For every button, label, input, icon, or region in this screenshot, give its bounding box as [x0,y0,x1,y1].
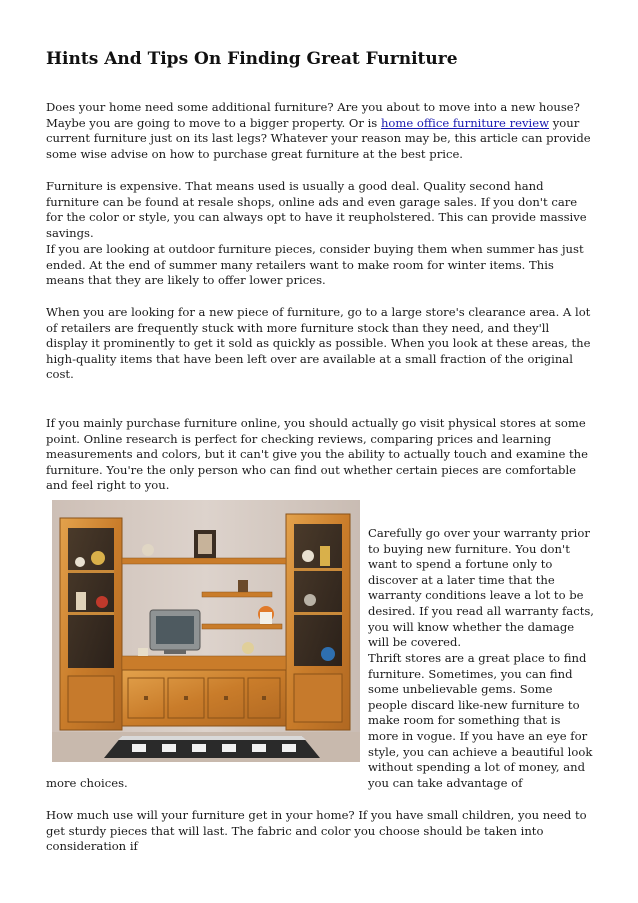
paragraph-warranty: Carefully go over your warranty prior to buying new furniture. You don't want to spend a fortune only to discover at a later time that the warranty conditions leave a lot to be desired. If you read all warranty facts, you will know whether the damage will be covered. [368,526,594,650]
paragraph-furniture-use: How much use will your furniture get in your home? If you have small children, you need to get sturdy pieces that will last. The fabric and color you choose should be taken into consideration if [46,808,587,854]
intro-text-before: Does your home need some additional furniture? Are you about to move into a new house? Maybe you are going to move to a bigger property. Or is [46,100,580,130]
paragraph-used-furniture: Furniture is expensive. That means used is usually a good deal. Quality second hand furniture can be found at resale shops, online ads and even garage sales. If you don't care for the color or style, you can always opt to have it reupholstered. This can provide massive savings. [46,179,587,240]
paragraph-online-shopping: If you mainly purchase furniture online, you should actually go visit physical stores at some point. Online research is perfect for checking reviews, comparing prices and learning measurements and colors, but it can't give you the ability to actually touch and examine the furniture. You're the only person who can find out whether certain pieces are comfortable and feel right to you. [46,416,589,493]
intro-text-after: your current furniture just on its last legs? Whatever your reason may be, this article can provide some wise advise on how to purchase great furniture at the best price. [46,115,591,161]
paragraph-outdoor-furniture: If you are looking at outdoor furniture pieces, consider buying them when summer has just ended. At the end of summer many retailers want to make room for winter items. This means that they are likely to offer lower prices. [46,242,584,288]
paragraph-clearance-area: When you are looking for a new piece of furniture, go to a large store's clearance area. A lot of retailers are frequently stuck with more furniture stock than they need, and they'll display it prominently to get it sold as quickly as possible. When you look at these areas, the high-quality items that have been left over are available at a small fraction of the original cost. [46,305,591,382]
furniture-wall-unit-image [52,500,360,762]
article-title: Hints And Tips On Finding Great Furniture [46,49,458,69]
home-office-furniture-review-link[interactable]: home office furniture review [380,115,550,130]
paragraph-intro [46,100,594,162]
paragraph-thrift-stores-end: more choices. [46,776,128,790]
paragraph-thrift-stores: Thrift stores are a great place to find furniture. Sometimes, you can find some unbelievable gems. Some people discard like-new furniture to make room for something that is more in vogue. If you have an eye for style, you can achieve a beautiful look without spending a lot of money, and you can take advantage of [368,651,593,790]
